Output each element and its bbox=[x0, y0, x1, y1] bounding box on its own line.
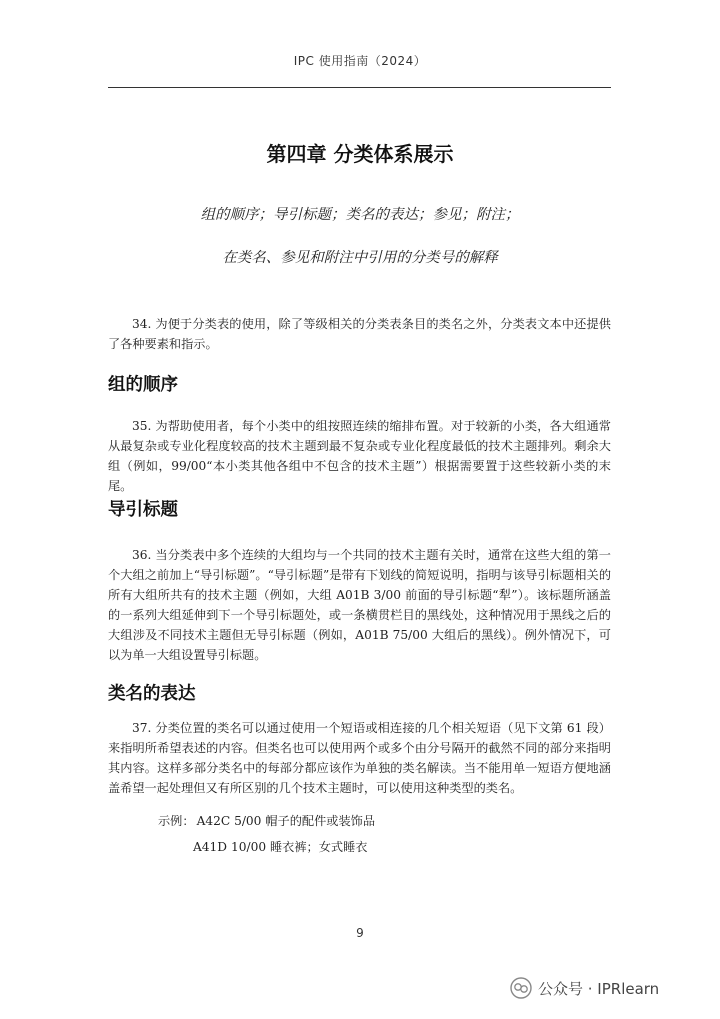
paragraph-34: 34. 为便于分类表的使用，除了等级相关的分类表条目的类名之外，分类表文本中还提供了各种要素和指示。 bbox=[108, 317, 611, 351]
chapter-subtitle-2: 在类名、参见和附注中引用的分类号的解释 bbox=[222, 250, 498, 266]
example-text-1: A42C 5/00 帽子的配件或装饰品 bbox=[196, 814, 376, 828]
running-header: IPC 使用指南（2024） bbox=[293, 54, 427, 68]
example-prefix: 示例： bbox=[158, 814, 195, 828]
section-heading-title-expression: 类名的表达 bbox=[108, 684, 196, 704]
watermark-text: 公众号 · IPRlearn bbox=[538, 979, 660, 998]
chapter-title: 第四章 分类体系展示 bbox=[266, 142, 454, 166]
section-heading-group-order: 组的顺序 bbox=[108, 375, 178, 395]
wechat-watermark bbox=[510, 977, 659, 999]
example-line-1 bbox=[158, 812, 375, 829]
section-heading-guide-headings: 导引标题 bbox=[108, 500, 178, 520]
paragraph-35: 35. 为帮助使用者，每个小类中的组按照连续的缩排布置。对于较新的小类，各大组通常从最复杂或专业化程度较高的技术主题到最不复杂或专业化程度最低的技术主题排列。剩余大组（例如，99/00“本小类其他各组中不包含的技术主题”）根据需要置于这些较新小类的末尾。 bbox=[108, 419, 611, 493]
paragraph-37: 37. 分类位置的类名可以通过使用一个短语或相连接的几个相关短语（见下文第 61 段）来指明所希望表述的内容。但类名也可以使用两个或多个由分号隔开的截然不同的部分来指明其内容。这样多部分类名中的每部分都应该作为单独的类名解读。当不能用单一短语方便地涵盖希望一起处理但又有所区别的几个技术主题时，可以使用这种类型的类名。 bbox=[108, 721, 611, 795]
wechat-icon bbox=[510, 977, 532, 999]
page-number: 9 bbox=[356, 926, 364, 940]
example-line-2: A41D 10/00 睡衣裤；女式睡衣 bbox=[193, 840, 368, 854]
paragraph-36: 36. 当分类表中多个连续的大组均与一个共同的技术主题有关时，通常在这些大组的第一个大组之前加上“导引标题”。“导引标题”是带有下划线的简短说明，指明与该导引标题相关的所有大组所共有的技术主题（例如，大组 A01B 3/00 前面的导引标题“犁”）。该标题所涵盖的一系列大组延伸到下一个导引标题处，或一条横贯栏目的黑线处，这种情况用于黑线之后的大组涉及不同技术主题但无导引标题（例如，A01B 75/00 大组后的黑线）。例外情况下，可以为单一大组设置导引标题。 bbox=[108, 548, 611, 662]
chapter-subtitle-1: 组的顺序；导引标题；类名的表达；参见；附注； bbox=[200, 207, 520, 223]
header-divider bbox=[108, 87, 611, 88]
